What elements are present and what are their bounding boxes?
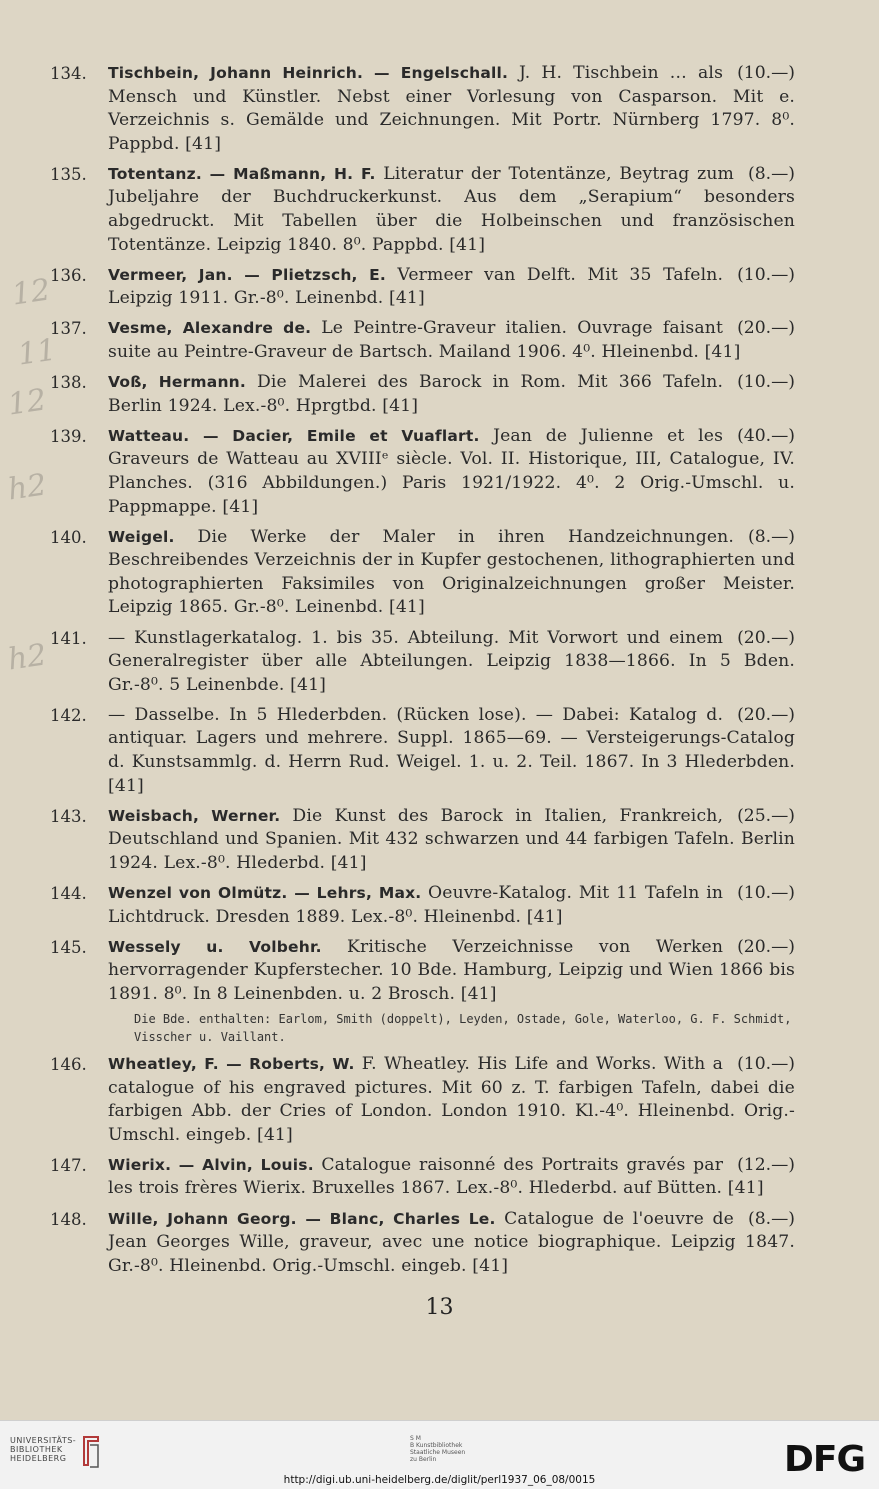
entry-author: Watteau. — Dacier, Emile et Vuaflart. bbox=[108, 426, 480, 445]
catalog-entry bbox=[50, 163, 795, 257]
entry-note: Die Bde. enthalten: Earlom, Smith (doppelt), Leyden, Ostade, Gole, Waterloo, G. F. Schmidt, Visscher u. Vaillant. bbox=[134, 1011, 792, 1044]
pencil-annotation: h2 bbox=[5, 637, 49, 678]
catalog-entry bbox=[50, 317, 795, 364]
entry-price: (40.—) bbox=[737, 425, 795, 446]
smb-kunstbibliothek-label: S M B Kunstbibliothek Staatliche Museen zu Berlin bbox=[410, 1435, 466, 1463]
entry-number: 135. bbox=[50, 164, 87, 184]
entry-price: (10.—) bbox=[737, 1053, 795, 1074]
catalog-entry bbox=[50, 627, 795, 698]
entry-price: (8.—) bbox=[748, 163, 795, 184]
entry-number: 147. bbox=[50, 1155, 87, 1175]
entry-price: (20.—) bbox=[737, 318, 795, 339]
pencil-annotation: 12 bbox=[9, 272, 53, 313]
entry-text: — Kunstlagerkatalog. 1. bis 35. Abteilung. Mit Vorwort und einem Generalregister über alle Abteilungen. Leipzig 1838—1866. In 5 Bden. Gr.-8⁰. 5 Leinenbde. [41] bbox=[108, 627, 795, 695]
catalog-entry bbox=[50, 62, 795, 156]
entry-text: Jean de Julienne et les Graveurs de Watteau au XVIIIᵉ siècle. Vol. II. Historique, III, Catalogue, IV. Planches. (316 Abbildungen.) Paris 1921/1922. 4⁰. 2 Orig.-Umschl. u. Pappmappe. [41] bbox=[108, 425, 795, 517]
entry-text: Die Kunst des Barock in Italien, Frankreich, Deutschland und Spanien. Mit 432 schwarzen und 44 farbigen Tafeln. Berlin 1924. Lex.-8⁰. Hlederbd. [41] bbox=[108, 805, 795, 873]
entry-price: (8.—) bbox=[748, 1208, 795, 1229]
entry-number: 145. bbox=[50, 937, 87, 957]
entry-number: 146. bbox=[50, 1054, 87, 1074]
entry-price: (25.—) bbox=[737, 805, 795, 826]
entry-number: 137. bbox=[50, 319, 87, 339]
entry-author: Vermeer, Jan. — Plietzsch, E. bbox=[108, 265, 386, 284]
pencil-annotation: 12 bbox=[5, 382, 49, 423]
entry-author: Vesme, Alexandre de. bbox=[108, 319, 312, 338]
university-library-label: UNIVERSITÄTS- BIBLIOTHEK HEIDELBERG bbox=[10, 1436, 77, 1463]
entry-author: Weigel. bbox=[108, 527, 175, 546]
entry-number: 141. bbox=[50, 628, 87, 648]
entry-author: Totentanz. — Maßmann, H. F. bbox=[108, 164, 376, 183]
entry-price: (10.—) bbox=[737, 63, 795, 83]
pencil-annotation: h2 bbox=[5, 467, 49, 508]
catalog-entry bbox=[50, 1208, 795, 1279]
entry-price: (20.—) bbox=[737, 936, 795, 957]
entry-text: Le Peintre-Graveur italien. Ouvrage faisant suite au Peintre-Graveur de Bartsch. Mailand 1906. 4⁰. Hleinenbd. [41] bbox=[108, 318, 741, 363]
entry-author: Wierix. — Alvin, Louis. bbox=[108, 1155, 314, 1174]
entry-text: Die Malerei des Barock in Rom. Mit 366 Tafeln. Berlin 1924. Lex.-8⁰. Hprgtbd. [41] bbox=[108, 372, 724, 416]
entry-number: 138. bbox=[50, 373, 87, 393]
catalog-entry bbox=[50, 704, 795, 798]
entry-text: Vermeer van Delft. Mit 35 Tafeln. Leipzig 1911. Gr.-8⁰. Leinenbd. [41] bbox=[108, 264, 724, 309]
catalog-entry bbox=[50, 371, 795, 418]
pencil-annotation: 11 bbox=[15, 332, 59, 373]
entry-author: Wessely u. Volbehr. bbox=[108, 937, 322, 956]
entry-text: J. H. Tischbein … als Mensch und Künstler. Nebst einer Vorlesung von Casparson. Mit e. Verzeichnis s. Gemälde und Zeichnungen. Mit Portr. Nürnberg 1797. 8⁰. Pappbd. [41] bbox=[108, 63, 795, 154]
entry-text: Catalogue de l'oeuvre de Jean Georges Wille, graveur, avec une notice biographique. Leipzig 1847. Gr.-8⁰. Hleinenbd. Orig.-Umschl. eingeb. [41] bbox=[108, 1208, 795, 1276]
entry-number: 136. bbox=[50, 265, 87, 285]
entry-author: Wenzel von Olmütz. — Lehrs, Max. bbox=[108, 884, 422, 902]
catalog-entry bbox=[50, 425, 795, 519]
source-url-link[interactable]: http://digi.ub.uni-heidelberg.de/diglit/perl1937_06_08/0015 bbox=[283, 1474, 596, 1486]
entry-author: Wille, Johann Georg. — Blanc, Charles Le. bbox=[108, 1209, 496, 1228]
entry-author: Tischbein, Johann Heinrich. — Engelschall. bbox=[108, 64, 509, 82]
catalog-entry bbox=[50, 805, 795, 876]
catalog-entry bbox=[50, 264, 795, 311]
catalog-entry bbox=[50, 882, 795, 929]
catalog-entry bbox=[50, 526, 795, 620]
dfg-logo: DFG bbox=[783, 1439, 865, 1480]
entry-number: 148. bbox=[50, 1209, 87, 1229]
entry-price: (10.—) bbox=[737, 264, 795, 285]
entry-text: Oeuvre-Katalog. Mit 11 Tafeln in Lichtdruck. Dresden 1889. Lex.-8⁰. Hleinenbd. [41] bbox=[108, 883, 724, 927]
entry-price: (8.—) bbox=[748, 526, 795, 547]
entry-number: 143. bbox=[50, 806, 87, 826]
entry-number: 142. bbox=[50, 705, 87, 725]
entry-number: 140. bbox=[50, 527, 87, 547]
catalog-entries bbox=[50, 62, 795, 1285]
entry-number: 144. bbox=[50, 884, 87, 903]
entry-author: Weisbach, Werner. bbox=[108, 806, 281, 825]
page-number: 13 bbox=[425, 1295, 454, 1320]
university-logo-icon bbox=[80, 1435, 102, 1469]
entry-price: (12.—) bbox=[737, 1154, 795, 1175]
entry-text: Die Werke der Maler in ihren Handzeichnungen. Beschreibendes Verzeichnis der in Kupfer gestochenen, lithographierten und photographierten Faksimiles von Originalzeichnungen großer Meister. Leipzig 1865. Gr.-8⁰. Leinenbd. [41] bbox=[108, 526, 795, 618]
entry-text: Catalogue raisonné des Portraits gravés par les trois frères Wierix. Bruxelles 1867. Lex.-8⁰. Hlederbd. auf Bütten. [41] bbox=[108, 1154, 764, 1199]
entry-price: (10.—) bbox=[737, 372, 795, 393]
entry-price: (10.—) bbox=[737, 883, 795, 903]
entry-text: Literatur der Totentänze, Beytrag zum Jubeljahre der Buchdruckerkunst. Aus dem „Serapium“ besonders abgedruckt. Mit Tabellen über die Holbeinschen und französischen Totentänze. Leipzig 1840. 8⁰. Pappbd. [41] bbox=[108, 163, 795, 255]
entry-text: — Dasselbe. In 5 Hlederbden. (Rücken lose). — Dabei: Katalog d. antiquar. Lagers und mehrere. Suppl. 1865—69. — Versteigerungs-Catalog d. Kunstsammlg. d. Herrn Rud. Weigel. 1. u. 2. Teil. 1867. In 3 Hlederbden. [41] bbox=[108, 704, 795, 796]
entry-price: (20.—) bbox=[737, 627, 795, 648]
entry-price: (20.—) bbox=[737, 704, 795, 725]
catalog-entry bbox=[50, 1154, 795, 1201]
entry-text: F. Wheatley. His Life and Works. With a catalogue of his engraved pictures. Mit 60 z. T. farbigen Tafeln, dabei die farbigen Abb. der Cries of London. London 1910. Kl.-4⁰. Hleinenbd. Orig.-Umschl. eingeb. [41] bbox=[108, 1053, 795, 1145]
entry-author: Voß, Hermann. bbox=[108, 373, 247, 392]
entry-number: 139. bbox=[50, 426, 87, 446]
entry-author: Wheatley, F. — Roberts, W. bbox=[108, 1054, 355, 1073]
catalog-entry bbox=[50, 1053, 795, 1147]
entry-number: 134. bbox=[50, 64, 87, 83]
entry-text: Kritische Verzeichnisse von Werken hervorragender Kupferstecher. 10 Bde. Hamburg, Leipzig und Wien 1866 bis 1891. 8⁰. In 8 Leinenbden. u. 2 Brosch. [41] bbox=[108, 936, 795, 1004]
catalog-entry bbox=[50, 936, 795, 1007]
